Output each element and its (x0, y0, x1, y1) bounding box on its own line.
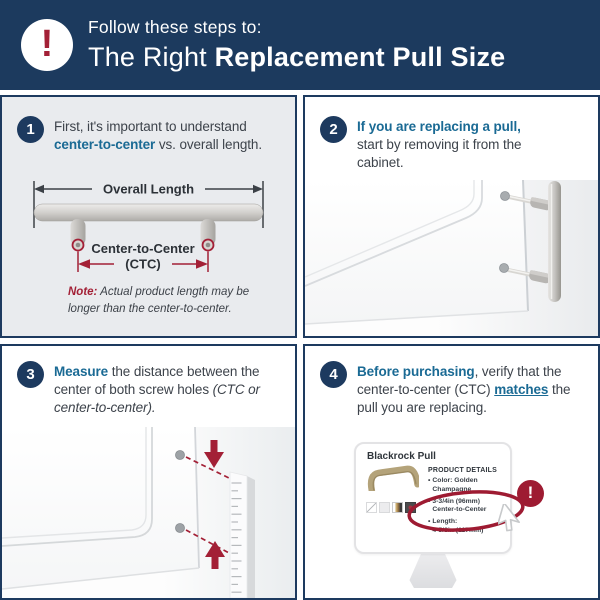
step2-text (357, 118, 530, 173)
detail-length: • Length: 4-5/8in (117mm) (428, 518, 484, 535)
alert-exclamation: ! (527, 483, 534, 502)
step4-text (357, 363, 588, 418)
step4-header (320, 361, 588, 418)
thumbnail-finish-options (392, 502, 403, 513)
step3-text-italic: (CTC or center-to-center). (54, 382, 260, 416)
thumbnail-gray-finish (379, 502, 390, 513)
step4-panel (303, 344, 600, 600)
header-text (88, 17, 505, 73)
screw-hole-top (176, 451, 185, 460)
cabinet-door (305, 180, 528, 324)
ctc-abbrev-label: (CTC) (125, 256, 161, 272)
ctc-label: Center-to-Center (91, 241, 195, 256)
step1-text (54, 118, 279, 154)
monitor-stand (405, 552, 461, 588)
step4-number-badge (320, 361, 347, 388)
detail-ctc: • 3-3/4in (96mm) Center-to-Center (428, 497, 487, 514)
thumbnail-dark-finish (405, 502, 416, 513)
step1-number-badge (17, 116, 44, 143)
note-text: Actual product length may be longer than the center-to-center. (68, 286, 250, 315)
screw-hole-bottom (500, 264, 509, 273)
alert-icon (517, 480, 544, 507)
step4-text-bold: Before purchasing (357, 364, 475, 379)
step2-header (320, 116, 530, 173)
screw-hole-bottom (176, 524, 185, 533)
cabinet-pull-removal-illustration (305, 180, 598, 336)
step4-text-matches: matches (494, 382, 549, 398)
step3-number: 3 (26, 366, 35, 383)
step4-number: 4 (329, 366, 338, 383)
alert-icon (21, 19, 73, 71)
step1-text-bold: center-to-center (54, 137, 156, 153)
step4-text-plain1: , verify that the center-to-center (CTC) (357, 364, 562, 398)
golden-pull-image (365, 465, 419, 491)
step1-panel (0, 95, 297, 338)
step1-text-plain2: vs. overall length. (155, 137, 262, 153)
alert-exclamation: ! (40, 23, 54, 65)
step3-text (54, 363, 276, 418)
step1-header (17, 116, 279, 154)
step2-text-bold: If you are replacing a pull, (357, 119, 521, 134)
bar-pull (34, 204, 263, 221)
product-details-header: PRODUCT DETAILS (428, 467, 497, 474)
product-content (365, 465, 503, 539)
step1-number: 1 (26, 121, 35, 138)
product-page-monitor (354, 442, 512, 554)
page-title-bold: Replacement Pull Size (214, 42, 506, 72)
step4-text-plain2: the pull you are replacing. (357, 382, 571, 416)
screw-hole-top (501, 192, 510, 201)
bullet-marker: • (428, 497, 431, 505)
product-title: Blackrock Pull (367, 451, 436, 462)
step2-text-plain: start by removing it from the cabinet. (357, 137, 522, 171)
page-title (88, 42, 505, 73)
header-eyebrow: Follow these steps to: (88, 17, 262, 37)
bullet-marker: • (428, 518, 431, 526)
pull-measurement-diagram (10, 178, 287, 290)
thumbnail-line-drawing (366, 502, 377, 513)
step3-header (17, 361, 279, 418)
step1-text-plain1: First, it's important to understand (54, 119, 247, 134)
steps-grid (0, 95, 600, 600)
detail-color: • Color: Golden Champagne (428, 477, 478, 493)
measure-ctc-illustration (2, 427, 295, 598)
finish-thumbnails (366, 502, 423, 513)
ruler-side (247, 476, 255, 598)
mouse-cursor-icon (498, 504, 524, 534)
bar-pull (548, 181, 561, 302)
step2-number: 2 (329, 121, 338, 138)
step3-text-plain: the distance between the center of both screw holes (54, 364, 260, 398)
cabinet-door (2, 427, 199, 589)
note-label: Note: (68, 286, 98, 298)
step2-panel (303, 95, 600, 338)
overall-arrow-right (253, 185, 263, 193)
overall-length-label: Overall Length (102, 181, 195, 197)
ctc-arrow-right (196, 259, 208, 269)
bullet-marker: • (428, 477, 431, 484)
step3-panel (0, 344, 297, 600)
step2-number-badge (320, 116, 347, 143)
product-details (428, 465, 497, 539)
step1-note (68, 284, 260, 317)
ctc-arrow-left (78, 259, 90, 269)
page-title-regular: The Right (88, 42, 215, 72)
product-media (365, 465, 423, 539)
step3-number-badge (17, 361, 44, 388)
overall-arrow-left (34, 185, 44, 193)
header (0, 0, 600, 90)
step3-text-bold: Measure (54, 364, 109, 379)
